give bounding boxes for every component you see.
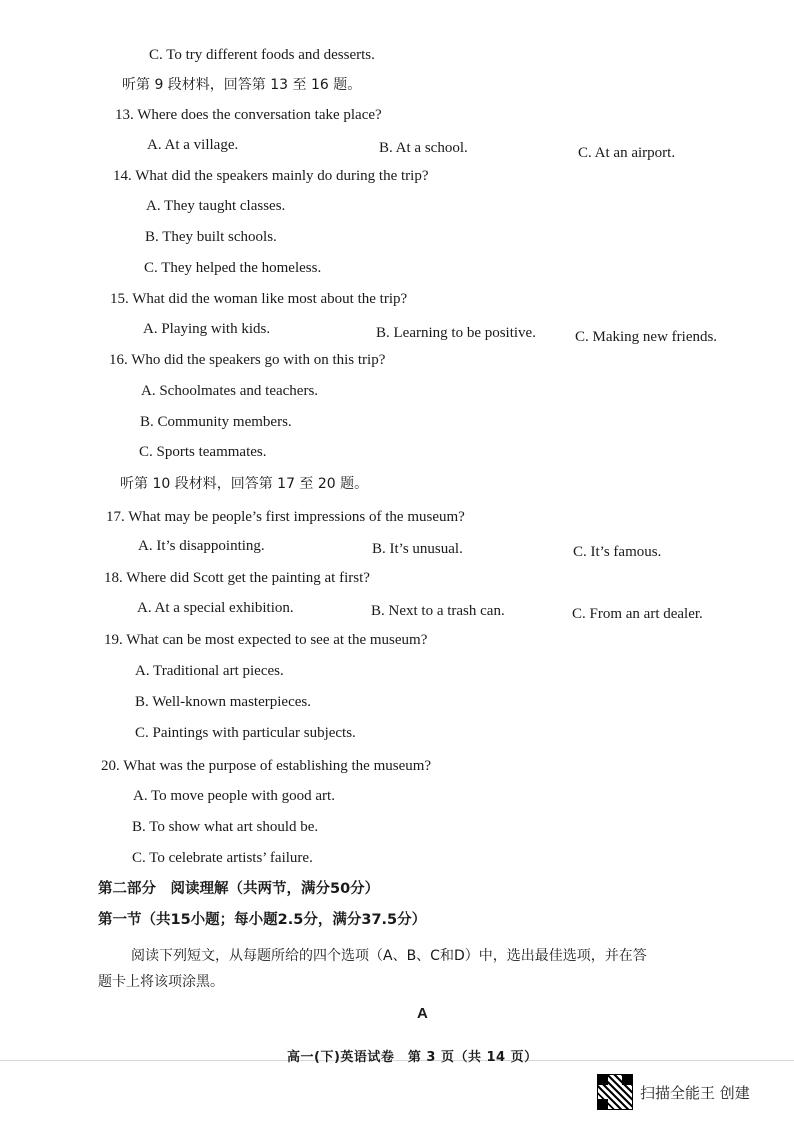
instructions-line-1: 阅读下列短文，从每题所给的四个选项（A、B、C和D）中，选出最佳选项，并在答 <box>131 948 647 964</box>
passage-letter: A <box>417 1005 428 1022</box>
q14-option-a: A. They taught classes. <box>146 198 286 214</box>
question-15: 15. What did the woman like most about the trip? <box>110 291 408 307</box>
q17-option-c: C. It’s famous. <box>573 544 662 560</box>
qr-code-icon <box>597 1074 633 1110</box>
q19-option-c: C. Paintings with particular subjects. <box>135 725 356 741</box>
section-9-heading: 听第 9 段材料，回答第 13 至 16 题。 <box>122 77 362 93</box>
q13-option-b: B. At a school. <box>379 140 468 156</box>
option-top-c: C. To try different foods and desserts. <box>149 47 375 63</box>
q19-option-b: B. Well-known masterpieces. <box>135 694 311 710</box>
q15-option-b: B. Learning to be positive. <box>376 325 536 341</box>
page-footer: 高一(下)英语试卷 第 3 页（共 14 页） <box>287 1050 538 1065</box>
q13-option-a: A. At a village. <box>147 137 239 153</box>
question-14: 14. What did the speakers mainly do during the trip? <box>113 168 429 184</box>
q13-option-c: C. At an airport. <box>578 145 676 161</box>
q16-option-b: B. Community members. <box>140 414 292 430</box>
q18-option-c: C. From an art dealer. <box>572 606 703 622</box>
part2-section1-title: 第一节（共15小题；每小题2.5分，满分37.5分） <box>98 912 427 928</box>
q18-option-a: A. At a special exhibition. <box>137 600 294 616</box>
part2-title: 第二部分 阅读理解（共两节，满分50分） <box>98 881 380 897</box>
question-19: 19. What can be most expected to see at the museum? <box>104 632 428 648</box>
q15-option-a: A. Playing with kids. <box>143 321 271 337</box>
scanner-watermark: 扫描全能王 创建 <box>640 1084 750 1102</box>
q15-option-c: C. Making new friends. <box>575 329 718 345</box>
section-10-heading: 听第 10 段材料，回答第 17 至 20 题。 <box>120 476 369 492</box>
q14-option-c: C. They helped the homeless. <box>144 260 322 276</box>
q20-option-c: C. To celebrate artists’ failure. <box>132 850 313 866</box>
question-13: 13. Where does the conversation take place? <box>115 107 382 123</box>
q17-option-b: B. It’s unusual. <box>372 541 463 557</box>
instructions-line-2: 题卡上将该项涂黑。 <box>98 974 224 990</box>
q14-option-b: B. They built schools. <box>145 229 277 245</box>
question-16: 16. Who did the speakers go with on this trip? <box>109 352 386 368</box>
q18-option-b: B. Next to a trash can. <box>371 603 505 619</box>
q20-option-a: A. To move people with good art. <box>133 788 335 804</box>
question-18: 18. Where did Scott get the painting at first? <box>104 570 370 586</box>
q20-option-b: B. To show what art should be. <box>132 819 319 835</box>
q17-option-a: A. It’s disappointing. <box>138 538 265 554</box>
q16-option-a: A. Schoolmates and teachers. <box>141 383 319 399</box>
q16-option-c: C. Sports teammates. <box>139 444 267 460</box>
question-17: 17. What may be people’s first impressions of the museum? <box>106 509 465 525</box>
q19-option-a: A. Traditional art pieces. <box>135 663 284 679</box>
question-20: 20. What was the purpose of establishing the museum? <box>101 758 432 774</box>
